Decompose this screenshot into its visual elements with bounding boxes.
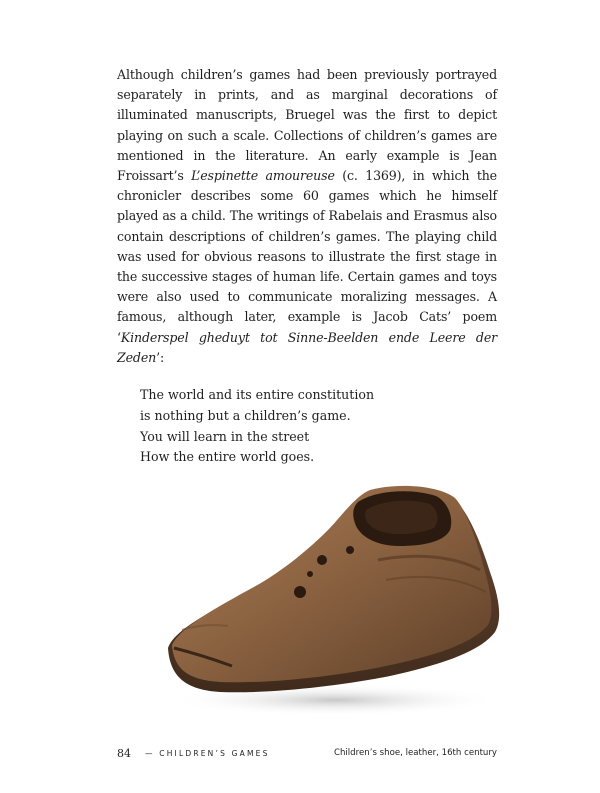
paragraph-text-end: ’: (156, 349, 165, 365)
poem-line: is nothing but a children’s game. (140, 407, 351, 423)
paragraph-text-cont: (c. 1369), in which the chronicler describes some 60 games which he himself played as a child. The writings of Rabelais and Erasmus also contain descriptions of children’s games. The playing child was used for obvious reasons to illustrate the first stage in the successive stages of human life. Certain games and toys were also used to communicate moralizing messages. A famous, although later, example is Jacob Cats’ poem ‘ (117, 168, 497, 345)
image-caption: Children’s shoe, leather, 16th century (333, 748, 497, 758)
leather-shoe-image (150, 480, 510, 730)
poem-line: The world and its entire constitution (140, 387, 375, 402)
running-head: — CHILDREN’S GAMES (145, 749, 270, 758)
book-title-espinette: L’espinette amoureuse (191, 168, 335, 184)
paragraph-text: Although children’s games had been previously portrayed separately in prints, and as marginal decorations of illuminated manuscripts, Bruegel was the first to depict playing on such a scale. Collections of children’s games are mentioned in the literature. An early example is Jean Froissart’s (117, 67, 497, 184)
poem-quote (140, 385, 480, 468)
body-paragraph (117, 65, 497, 368)
poem-line: How the entire world goes. (140, 449, 315, 465)
poem-title-kinderspel: Kinderspel gheduyt tot Sinne-Beelden ende Leere der Zeden (117, 329, 497, 365)
poem-line: You will learn in the street (140, 428, 310, 444)
page-footer (117, 747, 497, 761)
page-number: 84 (117, 747, 131, 760)
